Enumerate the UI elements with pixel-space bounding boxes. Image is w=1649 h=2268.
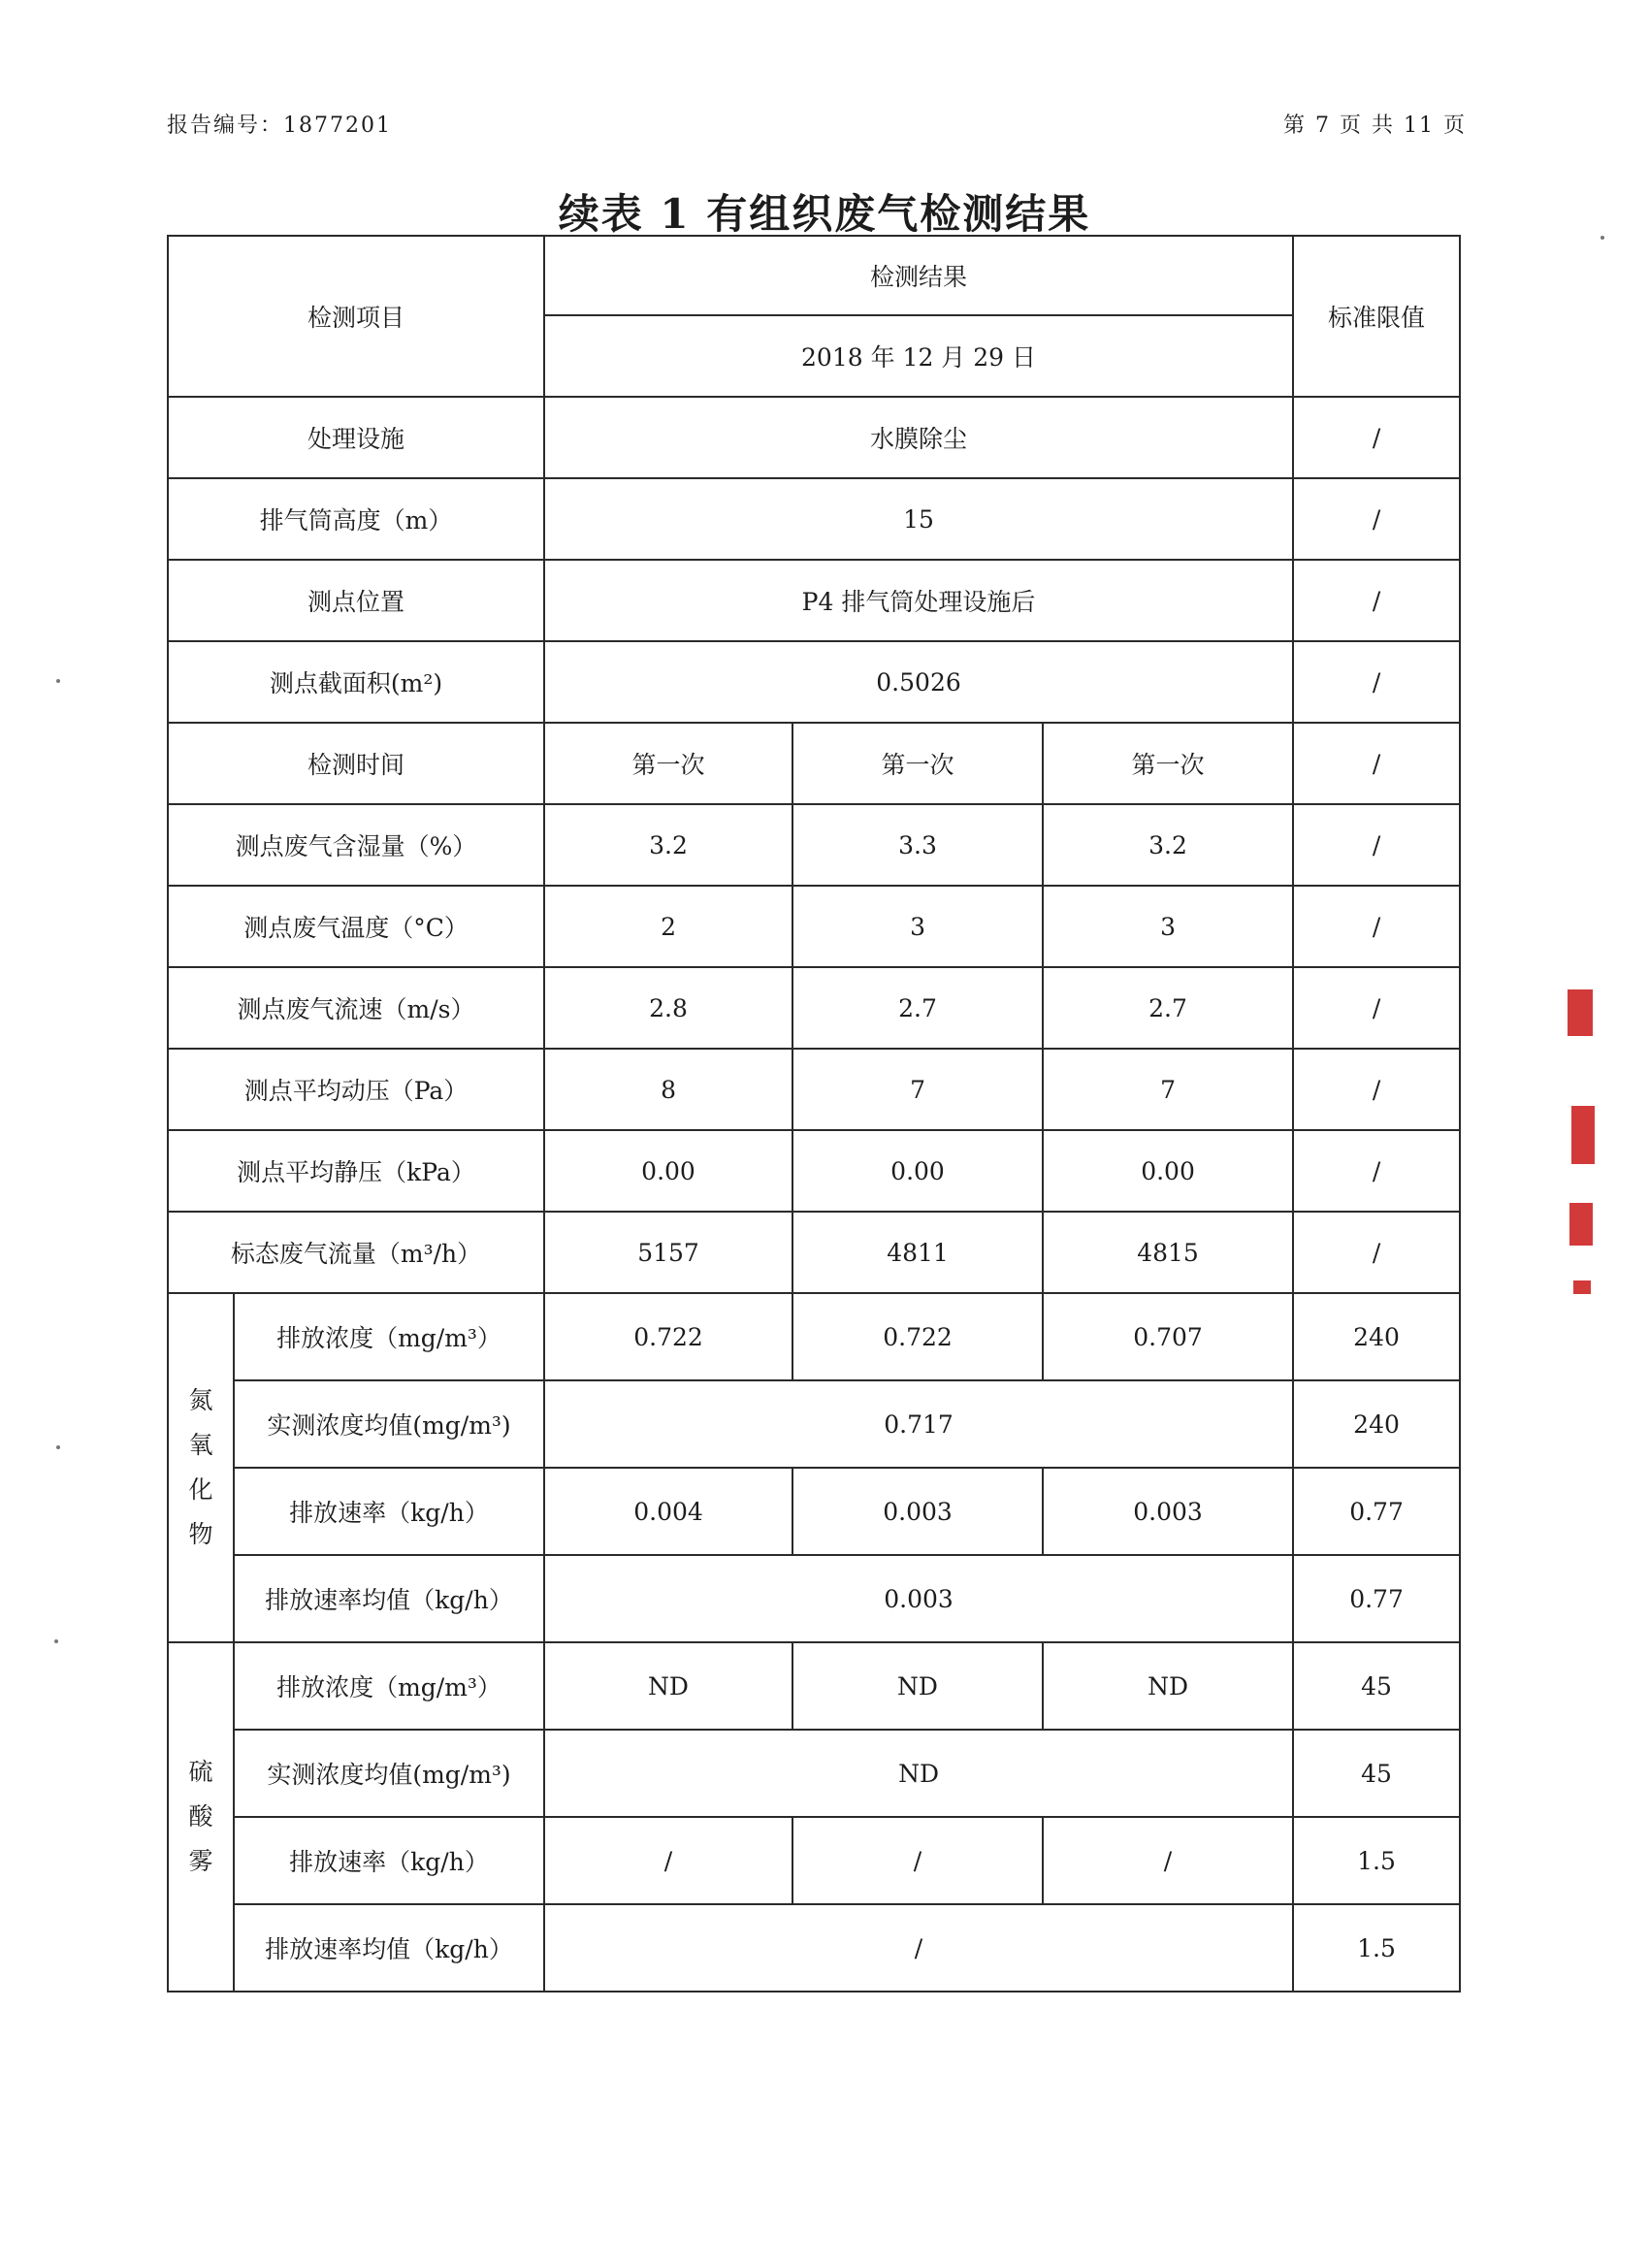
row-limit: / — [1293, 804, 1460, 886]
table-row — [168, 886, 1460, 967]
row-value: 水膜除尘 — [544, 397, 1293, 478]
row-label: 实测浓度均值(mg/m³) — [234, 1730, 544, 1817]
row-value: 0.003 — [544, 1555, 1293, 1642]
table-row — [168, 1730, 1460, 1817]
stamp-edge-mark — [1573, 1280, 1591, 1294]
row-value-2: 3 — [792, 886, 1043, 967]
group-name-nox: 氮 氧 化 物 — [168, 1293, 234, 1642]
table-row — [168, 723, 1460, 804]
table-row — [168, 1049, 1460, 1130]
row-value-3: 第一次 — [1043, 723, 1293, 804]
row-limit: / — [1293, 1212, 1460, 1293]
row-value-2: / — [792, 1817, 1043, 1904]
table-header-row — [168, 236, 1460, 315]
row-value-1: 8 — [544, 1049, 792, 1130]
row-limit: / — [1293, 560, 1460, 641]
row-value-2: 0.722 — [792, 1293, 1043, 1380]
row-limit: / — [1293, 1049, 1460, 1130]
row-limit: / — [1293, 1130, 1460, 1212]
row-value-2: 0.00 — [792, 1130, 1043, 1212]
stamp-edge-mark — [1568, 989, 1593, 1036]
row-value-2: 0.003 — [792, 1468, 1043, 1555]
table-row — [168, 1555, 1460, 1642]
row-value: ND — [544, 1730, 1293, 1817]
row-label: 测点平均动压（Pa） — [168, 1049, 544, 1130]
table-row — [168, 967, 1460, 1049]
row-value-1: / — [544, 1817, 792, 1904]
row-limit: 0.77 — [1293, 1555, 1460, 1642]
row-value-3: ND — [1043, 1642, 1293, 1730]
row-limit: / — [1293, 886, 1460, 967]
table-row — [168, 1212, 1460, 1293]
row-value-1: 3.2 — [544, 804, 792, 886]
row-value-3: 3.2 — [1043, 804, 1293, 886]
stamp-edge-mark — [1571, 1106, 1595, 1164]
row-value-1: 第一次 — [544, 723, 792, 804]
scan-speck — [54, 1639, 58, 1643]
row-label: 排放速率（kg/h） — [234, 1468, 544, 1555]
row-value-1: 0.00 — [544, 1130, 792, 1212]
row-limit: / — [1293, 478, 1460, 560]
row-limit: 45 — [1293, 1642, 1460, 1730]
header-item: 检测项目 — [168, 236, 544, 397]
row-value-1: 2 — [544, 886, 792, 967]
table-row — [168, 1380, 1460, 1468]
row-value-2: 第一次 — [792, 723, 1043, 804]
row-limit: / — [1293, 641, 1460, 723]
row-label: 排气筒高度（m） — [168, 478, 544, 560]
row-limit: / — [1293, 967, 1460, 1049]
table-row — [168, 804, 1460, 886]
row-value-3: 3 — [1043, 886, 1293, 967]
row-value-2: 7 — [792, 1049, 1043, 1130]
table-row — [168, 641, 1460, 723]
scan-speck — [56, 1445, 60, 1449]
row-label: 测点截面积(m²) — [168, 641, 544, 723]
row-value-1: 0.722 — [544, 1293, 792, 1380]
row-value-3: 0.00 — [1043, 1130, 1293, 1212]
row-value-3: 2.7 — [1043, 967, 1293, 1049]
row-label: 排放速率均值（kg/h） — [234, 1555, 544, 1642]
page-title: 续表 1 有组织废气检测结果 — [558, 190, 1091, 238]
row-limit: / — [1293, 723, 1460, 804]
row-label: 测点平均静压（kPa） — [168, 1130, 544, 1212]
row-value-3: 0.707 — [1043, 1293, 1293, 1380]
row-limit: / — [1293, 397, 1460, 478]
table-row — [168, 478, 1460, 560]
row-label: 标态废气流量（m³/h） — [168, 1212, 544, 1293]
row-limit: 240 — [1293, 1293, 1460, 1380]
row-label: 检测时间 — [168, 723, 544, 804]
row-value-1: ND — [544, 1642, 792, 1730]
results-table — [167, 235, 1461, 1993]
row-label: 排放浓度（mg/m³） — [234, 1293, 544, 1380]
row-label: 处理设施 — [168, 397, 544, 478]
table-row — [168, 560, 1460, 641]
header-result: 检测结果 — [544, 236, 1293, 315]
row-value-3: 0.003 — [1043, 1468, 1293, 1555]
row-limit: 45 — [1293, 1730, 1460, 1817]
row-value: 0.717 — [544, 1380, 1293, 1468]
row-value-1: 0.004 — [544, 1468, 792, 1555]
scan-speck — [56, 679, 60, 683]
row-value-3: 4815 — [1043, 1212, 1293, 1293]
row-limit: 1.5 — [1293, 1817, 1460, 1904]
row-label: 测点废气含湿量（%） — [168, 804, 544, 886]
row-label: 排放浓度（mg/m³） — [234, 1642, 544, 1730]
group-name-sulfuric-acid-mist: 硫 酸 雾 — [168, 1642, 234, 1992]
row-label: 测点位置 — [168, 560, 544, 641]
table-row — [168, 1293, 1460, 1380]
row-limit: 240 — [1293, 1380, 1460, 1468]
table-row — [168, 397, 1460, 478]
row-value-2: 4811 — [792, 1212, 1043, 1293]
table-row — [168, 1904, 1460, 1992]
stamp-edge-mark — [1569, 1203, 1593, 1246]
scan-speck — [1600, 236, 1604, 240]
row-label: 测点废气流速（m/s） — [168, 967, 544, 1049]
row-limit: 0.77 — [1293, 1468, 1460, 1555]
row-label: 实测浓度均值(mg/m³) — [234, 1380, 544, 1468]
header-date: 2018 年 12 月 29 日 — [544, 315, 1293, 397]
row-label: 测点废气温度（°C） — [168, 886, 544, 967]
table-row — [168, 1468, 1460, 1555]
row-value: 0.5026 — [544, 641, 1293, 723]
table-row — [168, 1642, 1460, 1730]
row-value-3: / — [1043, 1817, 1293, 1904]
row-value: 15 — [544, 478, 1293, 560]
row-value-2: 2.7 — [792, 967, 1043, 1049]
table-row — [168, 1130, 1460, 1212]
row-value-2: ND — [792, 1642, 1043, 1730]
row-label: 排放速率均值（kg/h） — [234, 1904, 544, 1992]
report-number: 报告编号：1877201 — [167, 113, 392, 138]
row-value-1: 5157 — [544, 1212, 792, 1293]
row-value: P4 排气筒处理设施后 — [544, 560, 1293, 641]
row-value-1: 2.8 — [544, 967, 792, 1049]
row-limit: 1.5 — [1293, 1904, 1460, 1992]
table-row — [168, 1817, 1460, 1904]
row-label: 排放速率（kg/h） — [234, 1817, 544, 1904]
row-value-2: 3.3 — [792, 804, 1043, 886]
page-indicator: 第 7 页 共 11 页 — [1283, 113, 1467, 138]
row-value: / — [544, 1904, 1293, 1992]
row-value-3: 7 — [1043, 1049, 1293, 1130]
header-limit: 标准限值 — [1293, 236, 1460, 397]
